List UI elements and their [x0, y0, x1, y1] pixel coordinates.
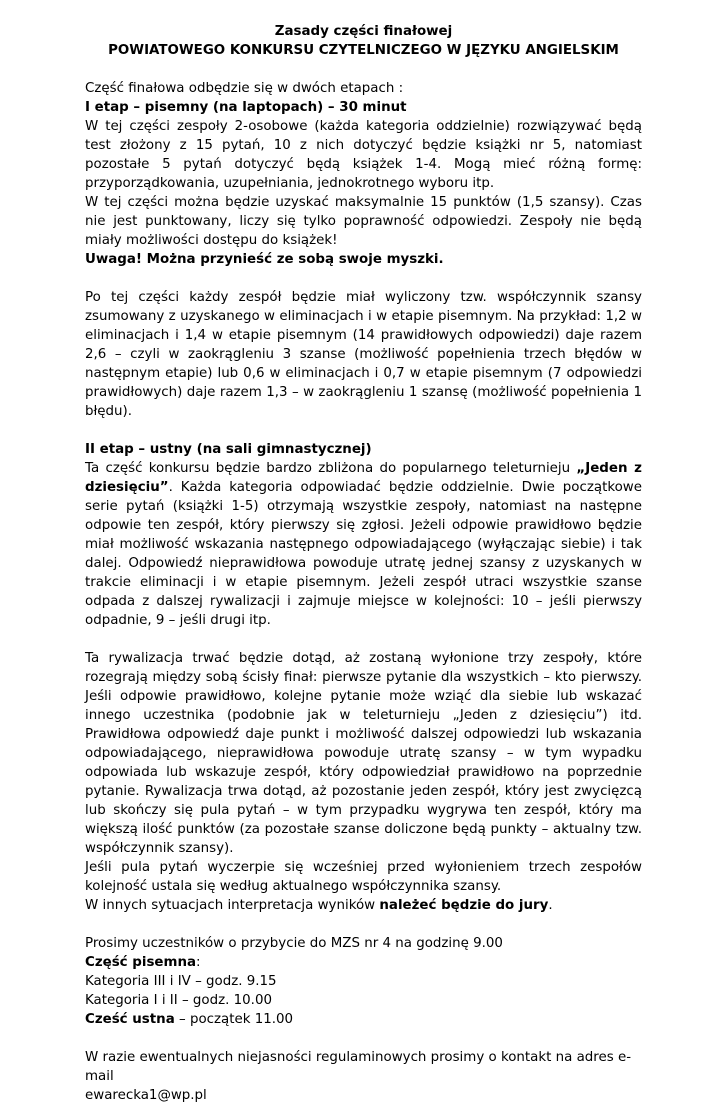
stage1-heading: I etap – pisemny (na laptopach) – 30 minut [85, 100, 407, 115]
category-3-4-time: Kategoria III i IV – godz. 9.15 [85, 974, 277, 989]
spacer [85, 915, 642, 934]
document-page [85, 22, 642, 1105]
spacer [85, 630, 642, 649]
jury-text-after: . [548, 898, 553, 913]
stage2-text-after: . Każda kategoria odpowiadać będzie oddzielnie. Dwie początkowe serie pytań (książki 1-5) otrzymają wszystkie zespoły, natomiast na następne odpowie ten zespół, który pierwszy się zgłosi. Jeżeli odpowie prawidłowo będzie miał możliwość wskazania następnego odpowiadającego (wyłączając siebie) i tak dalej. Odpowiedź nieprawidłowa powoduje utratę jednej szansy z uzyskanych w trakcie eliminacji i w etapie pisemnym. Jeżeli zespół utraci wszystkie szanse odpada z dalszej rywalizacji i zajmuje miejsce w kolejności: 10 – jeśli pierwszy odpadnie, 9 – jeśli drugi itp. [85, 480, 642, 628]
stage2-text-before: Ta część konkursu będzie bardzo zbliżona do popularnego teleturnieju [85, 461, 577, 476]
rivalry-paragraph-2: Jeśli pula pytań wyczerpie się wcześniej przed wyłonieniem trzech zespołów kolejność ustala się według aktualnego współczynnika szansy. [85, 860, 642, 894]
stage1-paragraph-2: W tej części można będzie uzyskać maksymalnie 15 punktów (1,5 szansy). Czas nie jest punktowany, liczy się tylko poprawność odpowiedzi. Zespoły nie będą miały możliwości dostępu do książek! [85, 195, 642, 248]
intro-text: Część finałowa odbędzie się w dwóch etapach : [85, 81, 404, 96]
contact-email[interactable]: ewarecka1@wp.pl [85, 1088, 207, 1103]
spacer [85, 269, 642, 288]
title-line-1: Zasady części finałowej [274, 24, 453, 39]
stage2-paragraph [85, 459, 642, 630]
spacer [85, 1029, 642, 1048]
oral-part-label: Cześć ustna [85, 1012, 175, 1027]
oral-part-line [85, 1010, 642, 1029]
oral-part-time: – początek 11.00 [174, 1012, 294, 1027]
show-name: „Jeden z dziesięciu” [85, 461, 642, 495]
title-line-2: POWIATOWEGO KONKURSU CZYTELNICZEGO W JĘZYKU ANGIELSKIM [108, 43, 619, 58]
stage1-warning: Uwaga! Można przynieść ze sobą swoje myszki. [85, 252, 444, 267]
written-part-line [85, 953, 642, 972]
rivalry-paragraph-3 [85, 896, 642, 915]
stage2-heading: II etap – ustny (na sali gimnastycznej) [85, 442, 372, 457]
spacer [85, 421, 642, 440]
written-part-label: Część pisemna [85, 955, 197, 970]
jury-text-bold: należeć będzie do jury [379, 898, 549, 913]
contact-text: W razie ewentualnych niejasności regulaminowych prosimy o kontakt na adres e-mail [85, 1050, 632, 1084]
jury-text-before: W innych sytuacjach interpretacja wyników [85, 898, 380, 913]
coefficient-paragraph: Po tej części każdy zespół będzie miał wyliczony tzw. współczynnik szansy zsumowany z uzyskanego w eliminacjach i w etapie pisemnym. Na przykład: 1,2 w eliminacjach i 1,4 w etapie pisemnym (14 prawidłowych odpowiedzi) daje razem 2,6 – czyli w zaokrągleniu 3 szanse (możliwość popełnienia trzech błędów w następnym etapie) lub 0,6 w eliminacjach i 0,7 w etapie pisemnym (7 odpowiedzi prawidłowych) daje razem 1,3 – w zaokrągleniu 1 szansę (możliwość popełnienia 1 błędu). [85, 290, 642, 419]
arrival-text: Prosimy uczestników o przybycie do MZS nr 4 na godzinę 9.00 [85, 936, 503, 951]
stage1-paragraph-1: W tej części zespoły 2-osobowe (każda kategoria oddzielnie) rozwiązywać będą test złożony z 15 pytań, 10 z nich dotyczyć będzie książki nr 5, natomiast pozostałe 5 pytań dotyczyć będą książek 1-4. Mogą mieć różną formę: przyporządkowania, uzupełniania, jednokrotnego wyboru itp. [85, 119, 642, 191]
spacer [85, 60, 642, 79]
written-part-colon: : [196, 955, 201, 970]
rivalry-paragraph-1: Ta rywalizacja trwać będzie dotąd, aż zostaną wyłonione trzy zespoły, które rozegrają między sobą ścisły finał: pierwsze pytanie dla wszystkich – kto pierwszy. Jeśli odpowie prawidłowo, kolejne pytanie może wziąć dla siebie lub wskazać innego uczestnika (podobnie jak w teleturnieju „Jeden z dziesięciu”) itd. Prawidłowa odpowiedź daje punkt i możliwość dalszej odpowiedzi lub wskazania odpowiadającego, nieprawidłowa powoduje utratę szansy – w tym wypadku odpowiada lub wskazuje zespół, który odpowiedział prawidłowo na poprzednie pytanie. Rywalizacja trwa dotąd, aż pozostanie jeden zespół, który jest zwycięzcą lub skończy się pula pytań – w tym przypadku wygrywa ten zespół, który ma większą ilość punktów (za pozostałe szanse doliczone będą punkty – aktualny tzw. współczynnik szansy). [85, 651, 642, 856]
category-1-2-time: Kategoria I i II – godz. 10.00 [85, 993, 272, 1008]
